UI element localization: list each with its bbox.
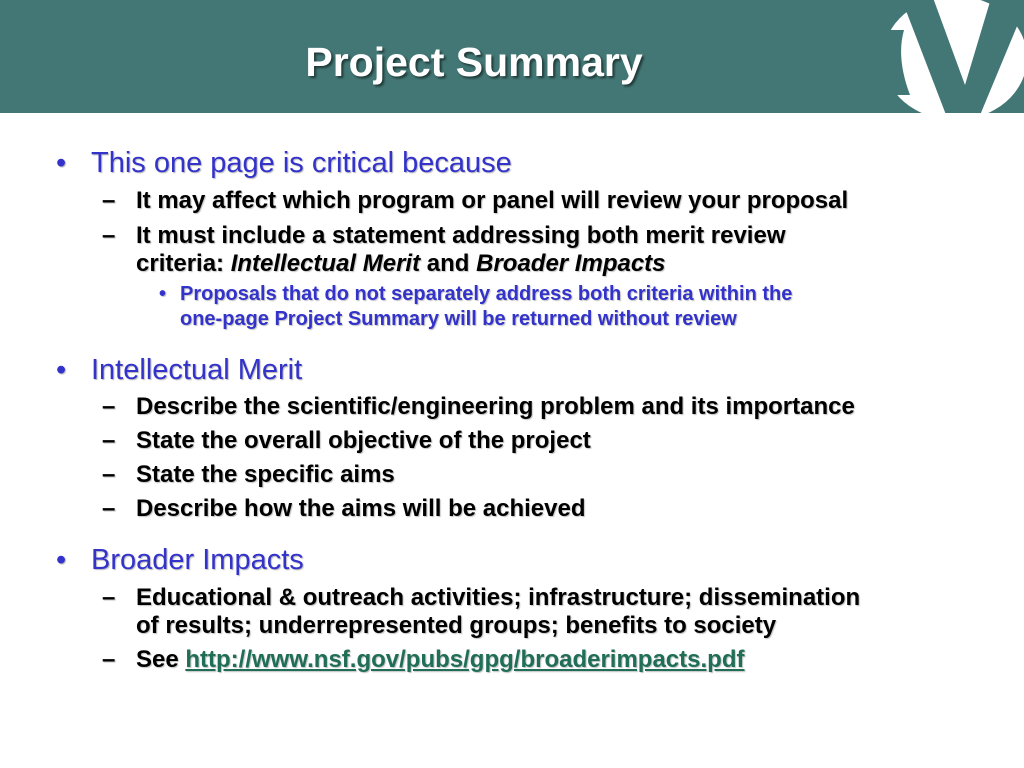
sub-item-continuation: one-page Project Summary will be returned without review [180, 308, 737, 330]
dash-marker: – [102, 646, 116, 673]
list-item: Describe how the aims will be achieved [136, 495, 586, 522]
list-item [136, 646, 744, 674]
dash-marker: – [102, 461, 116, 488]
dash-marker: – [102, 584, 116, 611]
small-bullet-marker: • [159, 283, 167, 305]
dash-marker: – [102, 187, 116, 214]
bullet-marker: • [56, 544, 67, 576]
broader-impacts-link[interactable]: http://www.nsf.gov/pubs/gpg/broaderimpacts.pdf [185, 646, 745, 673]
bullet-marker: • [56, 354, 67, 386]
list-item-continuation: of results; underrepresented groups; benefits to society [136, 612, 777, 639]
intellectual-merit-term: Intellectual Merit [230, 250, 421, 277]
list-item: Describe the scientific/engineering problem and its importance [136, 393, 855, 420]
dash-marker: – [102, 393, 116, 420]
section-heading: Broader Impacts [91, 544, 304, 576]
slide-title: Project Summary [305, 39, 643, 85]
criteria-prefix: criteria: [136, 250, 231, 277]
list-item: It must include a statement addressing both merit review [136, 222, 786, 249]
see-prefix: See [136, 646, 186, 673]
list-item: State the specific aims [136, 461, 395, 488]
section-heading: This one page is critical because [91, 147, 512, 179]
list-item-continuation [136, 250, 666, 278]
section-heading: Intellectual Merit [91, 354, 303, 386]
sub-item: Proposals that do not separately address both criteria within the [180, 283, 793, 305]
broader-impacts-term: Broader Impacts [476, 250, 666, 277]
list-item: State the overall objective of the project [136, 427, 591, 454]
dash-marker: – [102, 495, 116, 522]
list-item: It may affect which program or panel will review your proposal [136, 187, 849, 214]
dash-marker: – [102, 427, 116, 454]
list-item: Educational & outreach activities; infrastructure; dissemination [136, 584, 861, 611]
and-text: and [420, 250, 477, 277]
dash-marker: – [102, 222, 116, 249]
bullet-marker: • [56, 147, 67, 179]
